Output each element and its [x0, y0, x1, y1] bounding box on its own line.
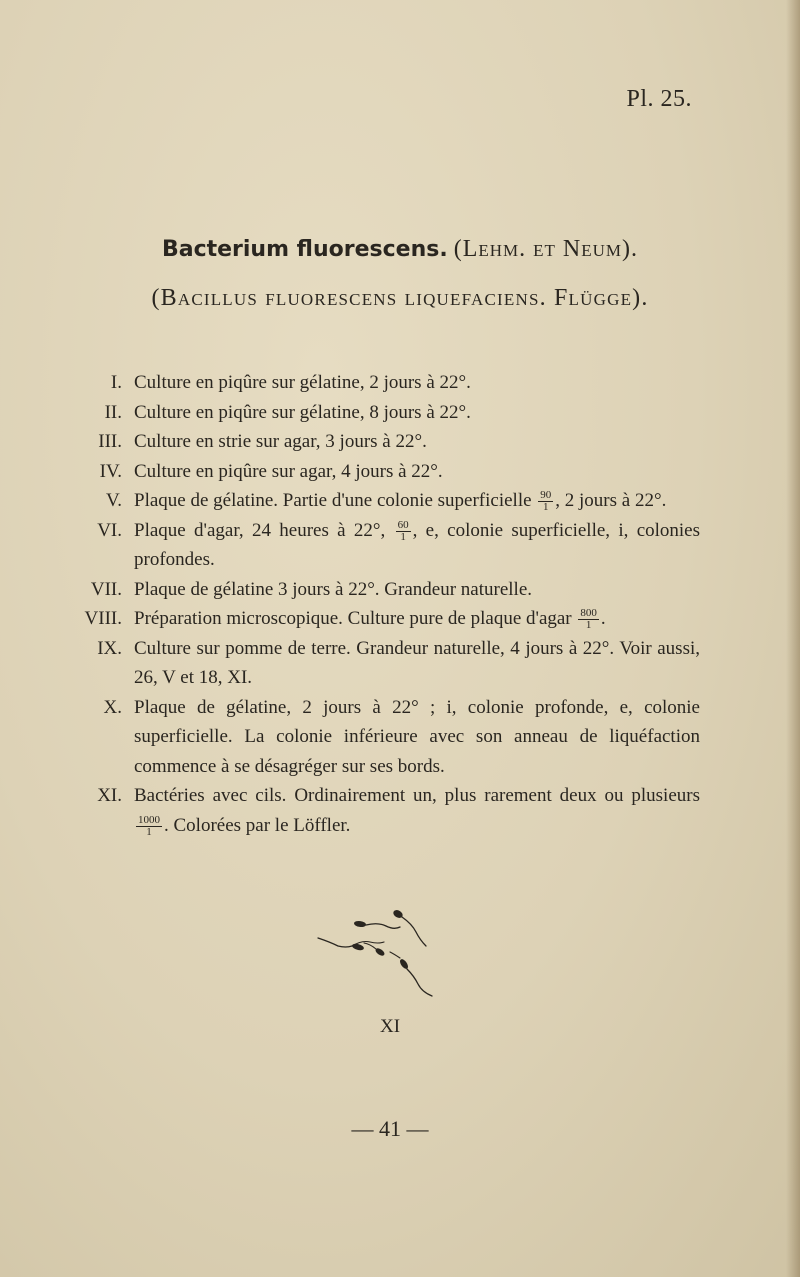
item-text-pre: Bactéries avec cils. Ordinairement un, plus rarement deux ou plusieurs — [134, 785, 700, 806]
flagellated-bacteria-illustration — [308, 900, 448, 1005]
item-text: Plaque de gélatine 3 jours à 22°. Grandeur naturelle. — [134, 578, 533, 600]
item-text-pre: Préparation microscopique. Culture pure de plaque d'agar — [134, 608, 572, 629]
fraction-denominator: 1 — [146, 825, 152, 838]
bacterium-cell — [354, 921, 366, 927]
species-name: Bacterium fluorescens. — [161, 237, 448, 262]
item-number: IX. — [97, 637, 122, 659]
page-number: — 41 — — [351, 1116, 429, 1141]
item-number: III. — [98, 431, 122, 452]
fraction-numerator: 1000 — [138, 813, 160, 826]
list-item — [80, 486, 700, 516]
fraction-denominator: 1 — [585, 619, 592, 632]
list-item — [80, 516, 700, 575]
item-number: IV. — [99, 460, 122, 482]
item-text — [134, 486, 700, 516]
plate-list — [80, 368, 700, 840]
item-text: Culture en piqûre sur gélatine, 2 jours à 22°. — [134, 372, 471, 393]
bacterium-cell — [399, 959, 409, 970]
item-text-pre: Plaque de gélatine. Partie d'une colonie superficielle — [134, 490, 532, 511]
list-item — [80, 427, 700, 457]
item-text — [134, 516, 700, 575]
item-text: Culture en piqûre sur agar, 4 jours à 22°. — [134, 460, 443, 482]
item-text — [134, 604, 700, 634]
item-text-post: . Colorées par le Löffler. — [164, 814, 351, 836]
fraction-numerator: 60 — [397, 518, 409, 531]
figure-label: XI — [379, 1016, 401, 1037]
item-text: Plaque de gélatine, 2 jours à 22° ; i, colonie profonde, e, colonie superficielle. La colonie inférieure avec son anneau de liquéfaction commence à se désagréger sur ses bords. — [134, 696, 700, 777]
synonym-subtitle: (Bacillus fluorescens liquefaciens. Flügge). — [151, 285, 649, 311]
flagellum — [318, 938, 352, 947]
item-number: VII. — [90, 578, 122, 600]
item-number: XI. — [97, 785, 122, 806]
list-item — [80, 368, 700, 398]
magnification-fraction — [396, 520, 411, 543]
item-number: VIII. — [84, 608, 122, 629]
item-number: II. — [104, 401, 122, 423]
item-text: Culture en strie sur agar, 3 jours à 22°. — [134, 431, 427, 452]
list-item — [80, 604, 700, 634]
fraction-denominator: 1 — [400, 530, 406, 543]
flagellum — [390, 952, 400, 958]
magnification-fraction — [136, 815, 162, 838]
item-text-post: , e, colonie superficielle, i, colonies profondes. — [134, 519, 701, 570]
magnification-fraction — [578, 608, 599, 631]
item-number: V. — [105, 490, 122, 511]
page-title — [0, 236, 800, 263]
list-item — [80, 398, 700, 428]
item-text-post: . — [600, 608, 606, 629]
flagellum — [364, 943, 376, 949]
list-item — [80, 575, 700, 605]
flagellum — [366, 924, 400, 929]
flagellum — [402, 917, 426, 946]
item-text — [134, 781, 700, 840]
item-text: Culture sur pomme de terre. Grandeur naturelle, 4 jours à 22°. Voir aussi, 26, V et 18, XI. — [134, 637, 700, 688]
item-number: X. — [103, 696, 122, 718]
list-item — [80, 457, 700, 487]
flagellum — [407, 969, 432, 996]
list-item — [80, 693, 700, 782]
fraction-numerator: 90 — [540, 489, 552, 502]
item-number: VI. — [97, 519, 122, 541]
item-number: I. — [110, 372, 122, 393]
item-text: Culture en piqûre sur gélatine, 8 jours à 22°. — [134, 401, 471, 423]
list-item — [80, 781, 700, 840]
fraction-denominator: 1 — [543, 501, 549, 514]
fraction-numerator: 800 — [580, 607, 597, 620]
species-authors: (Lehm. et Neum). — [453, 236, 639, 262]
list-item — [80, 634, 700, 693]
item-text-pre: Plaque d'agar, 24 heures à 22°, — [134, 519, 386, 541]
plate-number: Pl. 25. — [626, 86, 692, 112]
magnification-fraction — [538, 490, 553, 513]
item-text-post: , 2 jours à 22°. — [555, 490, 667, 511]
